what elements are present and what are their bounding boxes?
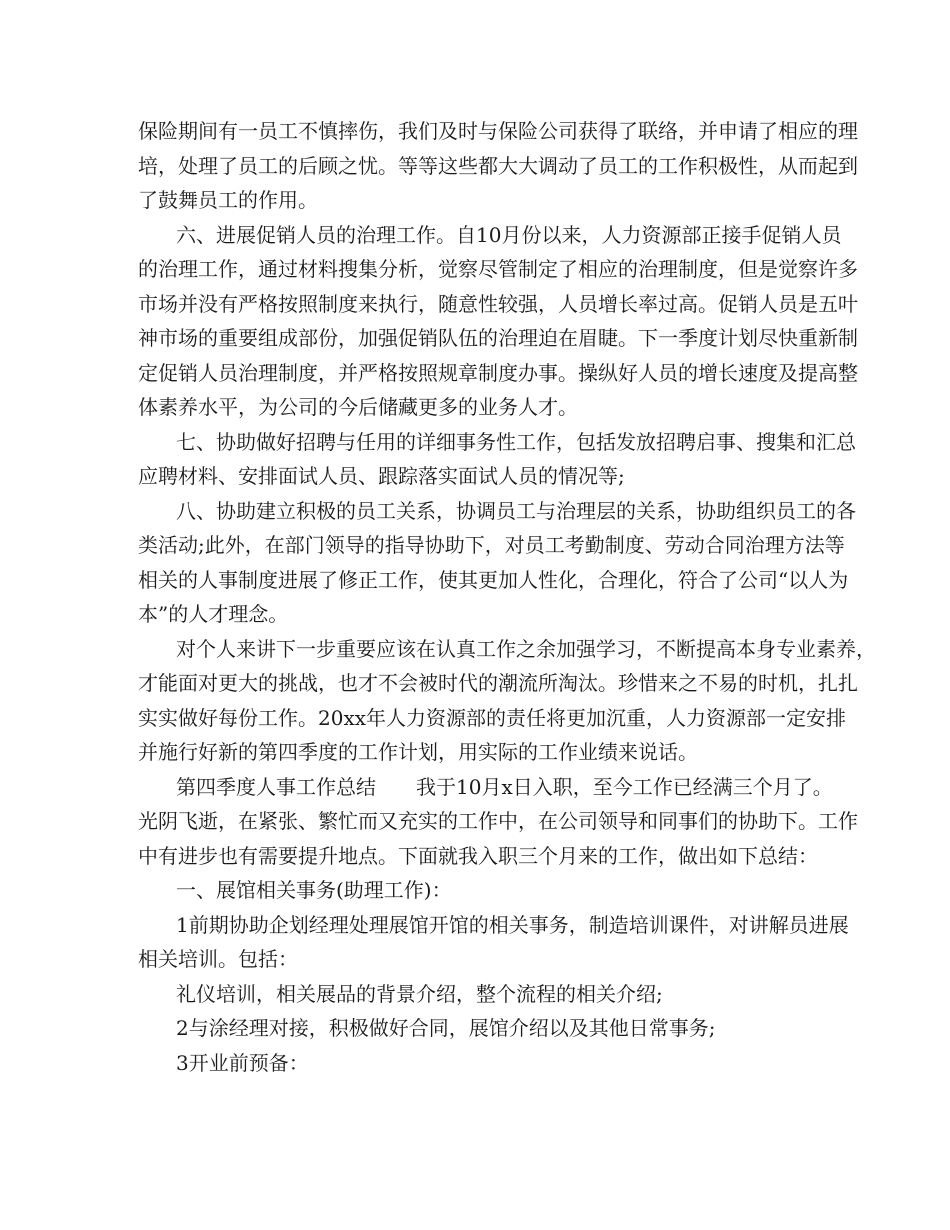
text-line: 定促销人员治理制度，并严格按照规章制度办事。操纵好人员的增长速度及提高整 — [138, 360, 858, 385]
text-line: 的治理工作，通过材料搜集分析，觉察尽管制定了相应的治理制度，但是觉察许多 — [138, 257, 858, 281]
text-line: 八、协助建立积极的员工关系，协调员工与治理层的关系，协助组织员工的各 — [176, 498, 856, 523]
text-line: 培，处理了员工的后顾之忧。等等这些都大大调动了员工的工作积极性，从而起到 — [138, 153, 858, 178]
text-line: 应聘材料、安排面试人员、跟踪落实面试人员的情况等; — [138, 464, 625, 488]
text-line: 一、展馆相关事务(助理工作)： — [176, 878, 452, 902]
text-line: 市场并没有严格按照制度来执行，随意性较强，人员增长率过高。促销人员是五叶 — [138, 291, 858, 316]
text-line: 类活动;此外，在部门领导的指导协助下，对员工考勤制度、劳动合同治理方法等 — [138, 533, 845, 557]
text-line: 光阴飞逝，在紧张、繁忙而又充实的工作中，在公司领导和同事们的协助下。工作 — [138, 809, 858, 833]
text-line: 礼仪培训，相关展品的背景介绍，整个流程的相关介绍; — [176, 981, 663, 1006]
text-line: 中有进步也有需要提升地点。下面就我入职三个月来的工作，做出如下总结： — [138, 843, 818, 868]
text-line: 相关的人事制度进展了修正工作，使其更加人性化，合理化，符合了公司“以人为 — [138, 567, 849, 592]
text-line: 3开业前预备： — [176, 1050, 309, 1075]
document-body — [138, 114, 876, 1080]
text-line: 并施行好新的第四季度的工作计划，用实际的工作业绩来说话。 — [138, 740, 698, 764]
text-line: 神市场的重要组成部份，加强促销队伍的治理迫在眉睫。下一季度计划尽快重新制 — [138, 326, 858, 350]
text-line: 对个人来讲下一步重要应该在认真工作之余加强学习，不断提高本身专业素养， — [176, 636, 876, 661]
text-line: 第四季度人事工作总结 我于10月x日入职，至今工作已经满三个月了。 — [176, 774, 833, 799]
text-line: 2与涂经理对接，积极做好合同，展馆介绍以及其他日常事务; — [176, 1016, 716, 1040]
text-line: 七、协助做好招聘与任用的详细事务性工作，包括发放招聘启事、搜集和汇总 — [176, 429, 856, 454]
text-line: 六、进展促销人员的治理工作。自10月份以来，人力资源部正接手促销人员 — [176, 222, 842, 247]
text-line: 本”的人才理念。 — [138, 602, 289, 626]
text-line: 体素养水平，为公司的今后储藏更多的业务人才。 — [138, 395, 578, 419]
text-line: 相关培训。包括： — [138, 947, 298, 971]
text-line: 保险期间有一员工不慎摔伤，我们及时与保险公司获得了联络，并申请了相应的理 — [138, 119, 858, 143]
text-line: 了鼓舞员工的作用。 — [138, 188, 318, 212]
text-line: 实实做好每份工作。20xx年人力资源部的责任将更加沉重，人力资源部一定安排 — [138, 705, 847, 730]
text-line: 才能面对更大的挑战，也才不会被时代的潮流所淘汰。珍惜来之不易的时机，扎扎 — [138, 671, 858, 695]
text-line: 1前期协助企划经理处理展馆开馆的相关事务，制造培训课件，对讲解员进展 — [176, 912, 849, 937]
